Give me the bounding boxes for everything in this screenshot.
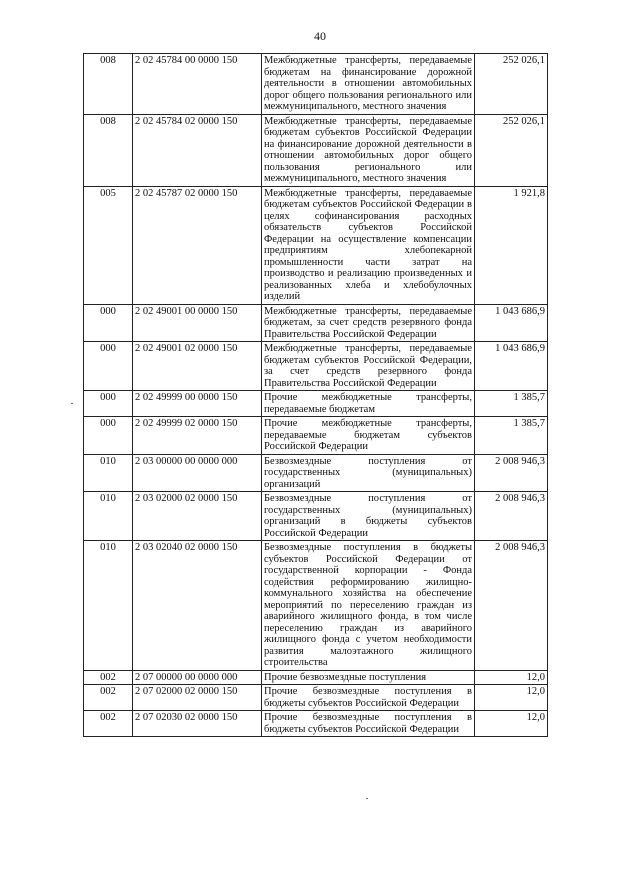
income-name-cell: Прочие безвозмездные поступления bbox=[262, 670, 475, 685]
table-row bbox=[84, 454, 548, 492]
budget-code-cell: 2 02 49999 00 0000 150 bbox=[133, 391, 262, 417]
budget-code-cell: 2 07 02030 02 0000 150 bbox=[133, 711, 262, 737]
income-name-cell: Межбюджетные трансферты, передаваемые бюджетам, за счет средств резервного фонда Правительства Российской Федерации bbox=[262, 304, 475, 342]
amount-cell: 12,0 bbox=[475, 685, 548, 711]
admin-code-cell: 010 bbox=[84, 454, 133, 492]
admin-code-cell: 002 bbox=[84, 670, 133, 685]
admin-code-cell: 000 bbox=[84, 342, 133, 391]
income-name-cell: Межбюджетные трансферты, передаваемые бюджетам субъектов Российской Федерации в целях софинансирования расходных обязательств субъектов Российской Федерации на осуществление компенсации предприятиям хлебопекарной промышленности части затрат на производство и реализацию произведенных и реализованных хлеба и хлебобулочных изделий bbox=[262, 186, 475, 304]
table-row bbox=[84, 541, 548, 671]
table-row bbox=[84, 670, 548, 685]
scan-speck bbox=[71, 403, 73, 404]
admin-code-cell: 000 bbox=[84, 391, 133, 417]
table-row bbox=[84, 711, 548, 737]
table-row bbox=[84, 54, 548, 115]
budget-code-cell: 2 03 02040 02 0000 150 bbox=[133, 541, 262, 671]
admin-code-cell: 002 bbox=[84, 685, 133, 711]
income-name-cell: Прочие межбюджетные трансферты, передаваемые бюджетам bbox=[262, 391, 475, 417]
income-name-cell: Прочие межбюджетные трансферты, передаваемые бюджетам субъектов Российской Федерации bbox=[262, 417, 475, 455]
income-name-cell: Безвозмездные поступления в бюджеты субъектов Российской Федерации от государственной корпорации - Фонда содействия реформированию жилищно-коммунального хозяйства на обеспечение мероприятий по переселению граждан из аварийного жилищного фонда, в том числе переселению граждан из аварийного жилищного фонда с учетом необходимости развития малоэтажного жилищного строительства bbox=[262, 541, 475, 671]
amount-cell: 1 921,8 bbox=[475, 186, 548, 304]
table-row bbox=[84, 391, 548, 417]
revenue-table-body bbox=[84, 54, 548, 737]
budget-code-cell: 2 03 02000 02 0000 150 bbox=[133, 492, 262, 541]
budget-code-cell: 2 07 00000 00 0000 000 bbox=[133, 670, 262, 685]
amount-cell: 1 385,7 bbox=[475, 417, 548, 455]
table-row bbox=[84, 186, 548, 304]
income-name-cell: Межбюджетные трансферты, передаваемые бюджетам субъектов Российской Федерации на финансирование дорожной деятельности в отношении автомобильных дорог общего пользования регионального или межмуниципального, местного значения bbox=[262, 114, 475, 186]
budget-code-cell: 2 02 45784 02 0000 150 bbox=[133, 114, 262, 186]
amount-cell: 12,0 bbox=[475, 711, 548, 737]
amount-cell: 2 008 946,3 bbox=[475, 454, 548, 492]
budget-code-cell: 2 02 49001 00 0000 150 bbox=[133, 304, 262, 342]
amount-cell: 12,0 bbox=[475, 670, 548, 685]
table-row bbox=[84, 114, 548, 186]
table-row bbox=[84, 304, 548, 342]
admin-code-cell: 002 bbox=[84, 711, 133, 737]
amount-cell: 1 385,7 bbox=[475, 391, 548, 417]
table-row bbox=[84, 685, 548, 711]
table-row bbox=[84, 342, 548, 391]
amount-cell: 252 026,1 bbox=[475, 114, 548, 186]
budget-code-cell: 2 02 45787 02 0000 150 bbox=[133, 186, 262, 304]
table-row bbox=[84, 417, 548, 455]
amount-cell: 1 043 686,9 bbox=[475, 304, 548, 342]
income-name-cell: Прочие безвозмездные поступления в бюджеты субъектов Российской Федерации bbox=[262, 711, 475, 737]
admin-code-cell: 008 bbox=[84, 54, 133, 115]
admin-code-cell: 010 bbox=[84, 492, 133, 541]
admin-code-cell: 000 bbox=[84, 417, 133, 455]
admin-code-cell: 008 bbox=[84, 114, 133, 186]
income-name-cell: Безвозмездные поступления от государственных (муниципальных) организаций bbox=[262, 454, 475, 492]
budget-code-cell: 2 02 49999 02 0000 150 bbox=[133, 417, 262, 455]
budget-code-cell: 2 02 45784 00 0000 150 bbox=[133, 54, 262, 115]
scan-speck bbox=[366, 798, 368, 799]
amount-cell: 1 043 686,9 bbox=[475, 342, 548, 391]
amount-cell: 252 026,1 bbox=[475, 54, 548, 115]
income-name-cell: Прочие безвозмездные поступления в бюджеты субъектов Российской Федерации bbox=[262, 685, 475, 711]
table-row bbox=[84, 492, 548, 541]
income-name-cell: Межбюджетные трансферты, передаваемые бюджетам на финансирование дорожной деятельности в отношении автомобильных дорог общего пользования регионального или межмуниципального, местного значения bbox=[262, 54, 475, 115]
budget-code-cell: 2 03 00000 00 0000 000 bbox=[133, 454, 262, 492]
page-number: 40 bbox=[314, 29, 326, 43]
income-name-cell: Безвозмездные поступления от государственных (муниципальных) организаций в бюджеты субъектов Российской Федерации bbox=[262, 492, 475, 541]
admin-code-cell: 010 bbox=[84, 541, 133, 671]
admin-code-cell: 005 bbox=[84, 186, 133, 304]
income-name-cell: Межбюджетные трансферты, передаваемые бюджетам субъектов Российской Федерации, за счет средств резервного фонда Правительства Российской Федерации bbox=[262, 342, 475, 391]
amount-cell: 2 008 946,3 bbox=[475, 492, 548, 541]
budget-code-cell: 2 07 02000 02 0000 150 bbox=[133, 685, 262, 711]
budget-code-cell: 2 02 49001 02 0000 150 bbox=[133, 342, 262, 391]
revenue-table bbox=[83, 53, 548, 737]
admin-code-cell: 000 bbox=[84, 304, 133, 342]
amount-cell: 2 008 946,3 bbox=[475, 541, 548, 671]
